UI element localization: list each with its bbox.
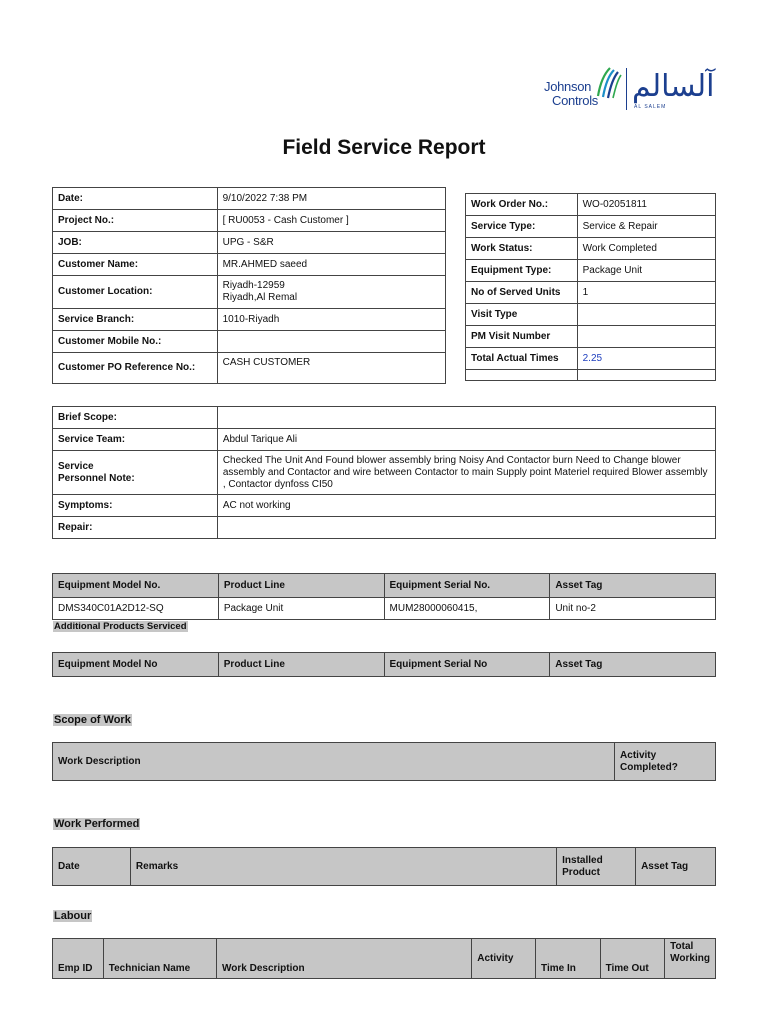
visit-type-label: Visit Type xyxy=(466,304,578,326)
work-status-value: Work Completed xyxy=(577,238,715,260)
work-order-info-table xyxy=(465,193,716,381)
customer-name-label: Customer Name: xyxy=(53,254,218,276)
activity-completed-header: Activity Completed? xyxy=(615,743,716,781)
equipment-type-value: Package Unit xyxy=(577,260,715,282)
additional-products-heading: Additional Products Serviced xyxy=(54,621,187,632)
project-no-value: [ RU0053 - Cash Customer ] xyxy=(217,210,445,232)
serial-no-cell: MUM28000060415, xyxy=(384,598,550,620)
customer-mobile-value xyxy=(217,331,445,353)
date-header: Date xyxy=(53,848,131,886)
technician-name-header: Technician Name xyxy=(103,939,216,979)
total-actual-times-value: 2.25 xyxy=(577,348,715,370)
service-type-value: Service & Repair xyxy=(577,216,715,238)
labour-table xyxy=(52,938,716,979)
serial-no-header: Equipment Serial No. xyxy=(384,574,550,598)
equipment-model-cell: DMS340C01A2D12-SQ xyxy=(53,598,219,620)
additional-model-header: Equipment Model No xyxy=(53,653,219,677)
work-description-header: Work Description xyxy=(53,743,615,781)
brief-scope-label: Brief Scope: xyxy=(53,407,218,429)
repair-label: Repair: xyxy=(53,517,218,539)
total-working-header: Total Working xyxy=(665,939,716,979)
service-branch-label: Service Branch: xyxy=(53,309,218,331)
time-out-header: Time Out xyxy=(600,939,665,979)
project-no-label: Project No.: xyxy=(53,210,218,232)
additional-products-table xyxy=(52,652,716,677)
company-logo xyxy=(540,64,715,114)
service-details-table xyxy=(52,406,716,539)
date-label: Date: xyxy=(53,188,218,210)
repair-value xyxy=(217,517,715,539)
work-performed-table xyxy=(52,847,716,886)
scope-of-work-heading: Scope of Work xyxy=(54,714,131,726)
customer-location-value: Riyadh-12959 Riyadh,Al Remal xyxy=(217,276,445,309)
equipment-type-label: Equipment Type: xyxy=(466,260,578,282)
service-type-label: Service Type: xyxy=(466,216,578,238)
customer-name-value: MR.AHMED saeed xyxy=(217,254,445,276)
work-status-label: Work Status: xyxy=(466,238,578,260)
time-in-header: Time In xyxy=(536,939,601,979)
equipment-table xyxy=(52,573,716,620)
customer-po-label: Customer PO Reference No.: xyxy=(53,353,218,384)
pm-visit-number-value xyxy=(577,326,715,348)
johnson-controls-swoosh-icon xyxy=(594,66,622,102)
customer-mobile-label: Customer Mobile No.: xyxy=(53,331,218,353)
activity-header: Activity xyxy=(472,939,536,979)
job-label: JOB: xyxy=(53,232,218,254)
additional-asset-tag-header: Asset Tag xyxy=(550,653,716,677)
brief-scope-value xyxy=(217,407,715,429)
additional-product-line-header: Product Line xyxy=(218,653,384,677)
asset-tag-header: Asset Tag xyxy=(550,574,716,598)
personnel-note-label: Service Personnel Note: xyxy=(53,451,218,495)
served-units-label: No of Served Units xyxy=(466,282,578,304)
symptoms-value: AC not working xyxy=(217,495,715,517)
work-performed-heading: Work Performed xyxy=(54,818,140,830)
empty-row-label xyxy=(466,370,578,381)
personnel-note-value: Checked The Unit And Found blower assembly bring Noisy And Contactor burn Need to Change blower assembly and Contactor and wire between Contactor to main Supply point Materiel required Blower assembly , Contactor dynfoss CI50 xyxy=(217,451,715,495)
labour-heading: Labour xyxy=(54,910,92,922)
visit-type-value xyxy=(577,304,715,326)
johnson-controls-wordmark xyxy=(544,80,598,108)
job-value: UPG - S&R xyxy=(217,232,445,254)
work-asset-tag-header: Asset Tag xyxy=(636,848,716,886)
customer-info-table xyxy=(52,187,446,384)
table-row xyxy=(53,598,716,620)
product-line-cell: Package Unit xyxy=(218,598,384,620)
service-branch-value: 1010-Riyadh xyxy=(217,309,445,331)
page-title: Field Service Report xyxy=(282,136,486,159)
customer-po-value: CASH CUSTOMER xyxy=(217,353,445,384)
symptoms-label: Symptoms: xyxy=(53,495,218,517)
scope-of-work-table xyxy=(52,742,716,781)
al-salem-logo xyxy=(632,69,715,110)
date-value: 9/10/2022 7:38 PM xyxy=(217,188,445,210)
asset-tag-cell: Unit no-2 xyxy=(550,598,716,620)
service-team-value: Abdul Tarique Ali xyxy=(217,429,715,451)
installed-product-header: Installed Product xyxy=(557,848,636,886)
logo-line-2: Controls xyxy=(552,93,599,108)
customer-location-label: Customer Location: xyxy=(53,276,218,309)
work-order-value: WO-02051811 xyxy=(577,194,715,216)
total-actual-times-label: Total Actual Times xyxy=(466,348,578,370)
served-units-value: 1 xyxy=(577,282,715,304)
al-salem-latin-wordmark: AL SALEM xyxy=(634,104,667,110)
labour-work-description-header: Work Description xyxy=(217,939,472,979)
al-salem-arabic-wordmark: آلسالم xyxy=(632,69,715,104)
emp-id-header: Emp ID xyxy=(53,939,104,979)
remarks-header: Remarks xyxy=(130,848,556,886)
service-team-label: Service Team: xyxy=(53,429,218,451)
logo-line-1: Johnson xyxy=(544,79,592,94)
empty-row-value xyxy=(577,370,715,381)
logo-divider xyxy=(626,68,627,110)
work-order-label: Work Order No.: xyxy=(466,194,578,216)
product-line-header: Product Line xyxy=(218,574,384,598)
equipment-model-header: Equipment Model No. xyxy=(53,574,219,598)
pm-visit-number-label: PM Visit Number xyxy=(466,326,578,348)
additional-serial-header: Equipment Serial No xyxy=(384,653,550,677)
